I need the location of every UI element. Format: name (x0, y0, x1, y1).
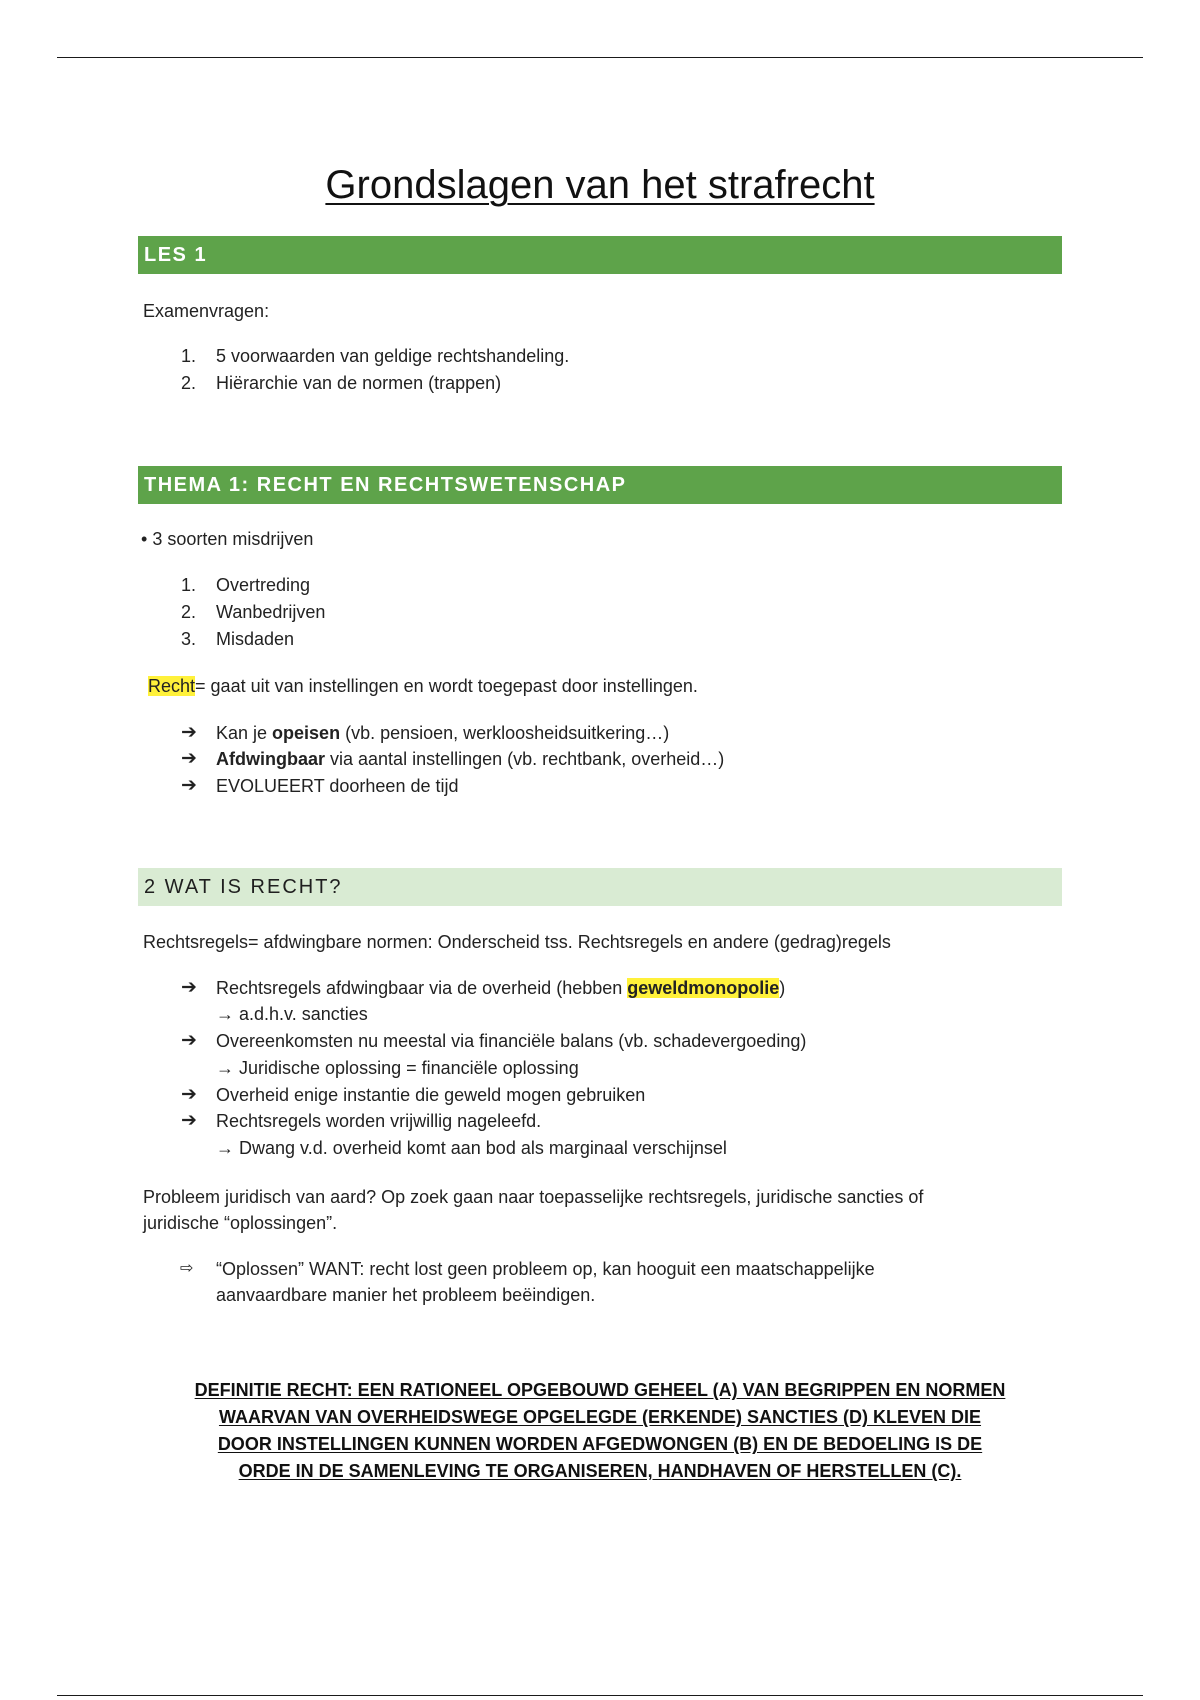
oplossen-line: aanvaardbare manier het probleem beëindigen. (216, 1285, 596, 1305)
list-number: 1. (180, 575, 196, 595)
recht-term-highlight: Recht (148, 676, 196, 696)
section-heading-les1: LES 1 (138, 236, 1062, 274)
point-text: Rechtsregels afdwingbaar via de overheid (hebben (216, 978, 628, 998)
list-number: 3. (180, 629, 196, 649)
exam-label: Examenvragen: (143, 301, 270, 321)
question-number: 2. (180, 373, 196, 393)
point-text: Kan je (216, 723, 273, 743)
list-item: Wanbedrijven (216, 602, 326, 622)
definition-line: DOOR INSTELLINGEN KUNNEN WORDEN AFGEDWONGEN (B) EN DE BEDOELING IS DE (217, 1434, 983, 1454)
arrow-icon: ➔ (181, 748, 197, 769)
arrow-icon: ➔ (181, 1030, 197, 1051)
arrow-icon: ➔ (181, 1110, 197, 1131)
arrow-point: Overeenkomsten nu meestal via financiële balans (vb. schadevergoeding) (216, 1031, 807, 1051)
arrow-point (216, 746, 724, 772)
question-number: 1. (180, 346, 196, 366)
arrow-subpoint: → Dwang v.d. overheid komt aan bod als marginaal verschijnsel (216, 1138, 727, 1158)
arrow-subpoint: → Juridische oplossing = financiële oplossing (216, 1058, 579, 1078)
question-item: 5 voorwaarden van geldige rechtshandeling. (216, 346, 570, 366)
arrow-point: EVOLUEERT doorheen de tijd (216, 776, 459, 796)
point-text: ) (779, 978, 786, 998)
rechtsregels-intro: Rechtsregels= afdwingbare normen: Onderscheid tss. Rechtsregels en andere (gedrag)regels (143, 932, 891, 952)
definition-line: WAARVAN VAN OVERHEIDSWEGE OPGELEGDE (ERKENDE) SANCTIES (D) KLEVEN DIE (218, 1407, 982, 1427)
definition-line: ORDE IN DE SAMENLEVING TE ORGANISEREN, HANDHAVEN OF HERSTELLEN (C). (238, 1461, 962, 1481)
problem-paragraph-line: Probleem juridisch van aard? Op zoek gaan naar toepasselijke rechtsregels, juridische sancties of (143, 1187, 924, 1207)
point-text: (vb. pensioen, werkloosheidsuitkering…) (340, 723, 670, 743)
page-top-rule (57, 57, 1143, 58)
problem-paragraph-line: juridische “oplossingen”. (143, 1213, 338, 1233)
arrow-point (216, 720, 669, 746)
section-heading-wat-is-recht: 2 WAT IS RECHT? (138, 868, 1062, 906)
section-heading-thema1: THEMA 1: RECHT EN RECHTSWETENSCHAP (138, 466, 1062, 504)
page-bottom-rule (57, 1695, 1143, 1696)
point-bold-text: Afdwingbaar (216, 749, 326, 769)
bullet-icon: • (141, 529, 148, 549)
oplossen-line: “Oplossen” WANT: recht lost geen probleem op, kan hooguit een maatschappelijke (216, 1259, 875, 1279)
hollow-arrow-icon: ⇨ (180, 1260, 194, 1277)
definition-line: DEFINITIE RECHT: EEN RATIONEEL OPGEBOUWD GEHEEL (A) VAN BEGRIPPEN EN NORMEN (194, 1380, 1006, 1400)
bullet-text: 3 soorten misdrijven (152, 529, 314, 549)
recht-definition-text: = gaat uit van instellingen en wordt toegepast door instellingen. (195, 676, 698, 696)
definition-recht (120, 1377, 1080, 1485)
arrow-point: Overheid enige instantie die geweld mogen gebruiken (216, 1085, 646, 1105)
list-item: Misdaden (216, 629, 295, 649)
arrow-icon: ➔ (181, 1084, 197, 1105)
bullet-item (141, 526, 313, 552)
recht-definition (148, 673, 698, 699)
arrow-subpoint: → a.d.h.v. sancties (216, 1004, 368, 1024)
arrow-icon: ➔ (181, 775, 197, 796)
geweldmonopolie-highlight: geweldmonopolie (627, 978, 780, 998)
arrow-point: Rechtsregels worden vrijwillig nageleefd. (216, 1111, 542, 1131)
point-text: via aantal instellingen (vb. rechtbank, overheid…) (325, 749, 725, 769)
arrow-point (216, 975, 785, 1001)
list-item: Overtreding (216, 575, 311, 595)
arrow-icon: ➔ (181, 977, 197, 998)
list-number: 2. (180, 602, 196, 622)
question-item: Hiërarchie van de normen (trappen) (216, 373, 502, 393)
page-title: Grondslagen van het strafrecht (325, 163, 875, 207)
arrow-icon: ➔ (181, 722, 197, 743)
point-bold-text: opeisen (272, 723, 341, 743)
